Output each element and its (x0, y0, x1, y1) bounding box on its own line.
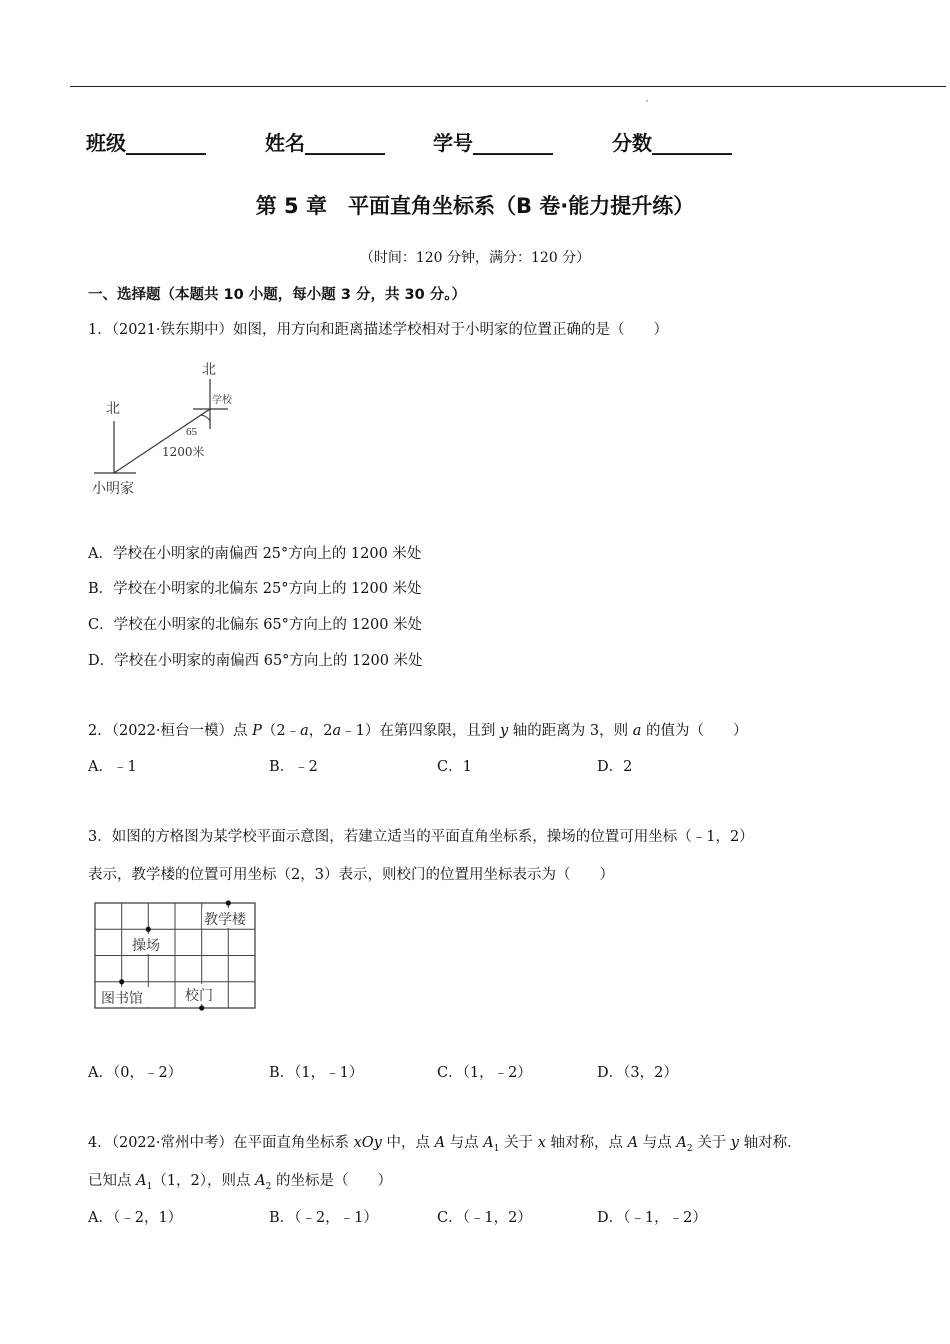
home-label: 小明家 (92, 481, 134, 497)
q4-var-a1: A (434, 1135, 446, 1151)
q4-sub1: 1 (493, 1143, 500, 1154)
q4-l1-h: 轴对称． (738, 1135, 802, 1151)
q4-option-d: D．（﹣1，﹣2） (597, 1210, 707, 1226)
gate-label: 校门 (185, 988, 213, 1004)
direction-line (114, 409, 210, 473)
gate-dot (199, 1005, 204, 1010)
q4-l2-c: 的坐标是（ ） (271, 1173, 392, 1189)
page-subtitle: （时间：120 分钟，满分：120 分） (359, 250, 591, 266)
school-label: 学校 (212, 395, 232, 406)
q3-option-d: D．（3，2） (597, 1065, 678, 1081)
q1-option-c: C．学校在小明家的北偏东 65°方向上的 1200 米处 (88, 617, 423, 633)
q3-option-a: A．（0，﹣2） (88, 1065, 183, 1081)
q2-option-d: D．2 (597, 759, 633, 775)
q4-stem-line2 (88, 1169, 392, 1192)
q4-sub3: 1 (146, 1181, 153, 1192)
q4-l1-c: 与点 (445, 1135, 484, 1151)
q4-l1-g: 关于 (692, 1135, 731, 1151)
q1-figure (88, 355, 248, 500)
q4-var-a3: A (627, 1135, 639, 1151)
angle-arc (200, 415, 210, 421)
q2-var-a2: a (332, 723, 342, 739)
q1-option-d: D．学校在小明家的南偏西 65°方向上的 1200 米处 (88, 653, 423, 669)
q4-var-x: x (537, 1135, 546, 1151)
q4-l2-b: （1，2），则点 (152, 1173, 256, 1189)
score-blank: ________ (652, 131, 732, 155)
q2-stem (88, 719, 748, 740)
speck (646, 100, 648, 102)
q2-var-a3: a (632, 723, 642, 739)
q3-grid-figure (88, 898, 263, 1018)
name-field (265, 127, 385, 156)
q4-sub2: 2 (686, 1143, 693, 1154)
q4-l2-a: 已知点 (88, 1173, 137, 1189)
playground-label: 操场 (132, 938, 160, 954)
page-title: 第 5 章 平面直角坐标系（B 卷·能力提升练） (255, 194, 695, 218)
q2-coord-a: （2﹣ (261, 723, 301, 739)
q4-l1-a: 4．（2022·常州中考）在平面直角坐标系 (88, 1135, 354, 1151)
q2-coord-c: ﹣1）在第四象限，且到 (341, 723, 500, 739)
q2-option-b: B．﹣2 (269, 759, 318, 775)
teaching-building-label: 教学楼 (204, 912, 246, 928)
section-heading: 一、选择题（本题共 10 小题，每小题 3 分，共 30 分。） (88, 287, 466, 303)
q4-l1-b: 中，点 (381, 1135, 435, 1151)
playground-dot (146, 927, 151, 932)
class-blank: ________ (126, 131, 206, 155)
north-label-left: 北 (106, 401, 120, 417)
id-blank: ________ (473, 131, 553, 155)
name-blank: ________ (305, 131, 385, 155)
q2-var-p: P (252, 723, 262, 739)
q3-option-b: B．（1，﹣1） (269, 1065, 364, 1081)
q3-option-c: C．（1，﹣2） (437, 1065, 532, 1081)
q1-option-a: A．学校在小明家的南偏西 25°方向上的 1200 米处 (88, 546, 422, 562)
q2-var-y: y (500, 723, 509, 739)
class-field (86, 127, 206, 156)
q4-var-a4: A (676, 1135, 687, 1151)
q4-var-y: y (730, 1135, 739, 1151)
name-label: 姓名 (265, 131, 305, 155)
q2-option-a: A．﹣1 (88, 759, 137, 775)
q2-option-c: C．1 (437, 759, 472, 775)
north-label-right: 北 (202, 362, 216, 378)
q4-option-a: A．（﹣2，1） (88, 1210, 183, 1226)
q1-option-b: B．学校在小明家的北偏东 25°方向上的 1200 米处 (88, 581, 422, 597)
q4-option-b: B．（﹣2，﹣1） (269, 1210, 378, 1226)
q4-var-a2: A (483, 1135, 494, 1151)
q4-var-a6: A (255, 1173, 266, 1189)
distance-label: 1200米 (162, 445, 205, 459)
q2-coord-b: ，2 (308, 723, 333, 739)
id-field (433, 127, 553, 156)
q2-num: 2．（2022·桓台一模）点 (88, 723, 253, 739)
top-rule (70, 86, 946, 87)
q4-l1-e: 轴对称，点 (545, 1135, 628, 1151)
q4-var-xoy: xOy (353, 1135, 382, 1151)
q4-l1-f: 与点 (638, 1135, 677, 1151)
q2-rest-a: 轴的距离为 3，则 (508, 723, 633, 739)
library-label: 图书馆 (101, 991, 143, 1007)
q2-rest-b: 的值为（ ） (641, 723, 748, 739)
angle-label: 65 (186, 426, 197, 438)
library-dot (119, 979, 124, 984)
q3-stem-line2: 表示，教学楼的位置可用坐标（2，3）表示，则校门的位置用坐标表示为（ ） (88, 867, 614, 883)
q4-option-c: C．（﹣1，2） (437, 1210, 532, 1226)
score-label: 分数 (612, 131, 652, 155)
q4-var-a5: A (136, 1173, 147, 1189)
q4-l1-d: 关于 (499, 1135, 538, 1151)
q3-stem-line1: 3．如图的方格图为某学校平面示意图，若建立适当的平面直角坐标系，操场的位置可用坐标（﹣1，2） (88, 829, 754, 845)
q2-var-a1: a (300, 723, 309, 739)
id-label: 学号 (433, 131, 473, 155)
class-label: 班级 (86, 131, 126, 155)
q1-stem: 1．（2021·铁东期中）如图，用方向和距离描述学校相对于小明家的位置正确的是（ ） (88, 322, 668, 338)
q4-sub4: 2 (265, 1181, 272, 1192)
teaching-building-dot (226, 900, 231, 905)
q4-stem-line1 (88, 1131, 802, 1154)
score-field (612, 127, 732, 156)
